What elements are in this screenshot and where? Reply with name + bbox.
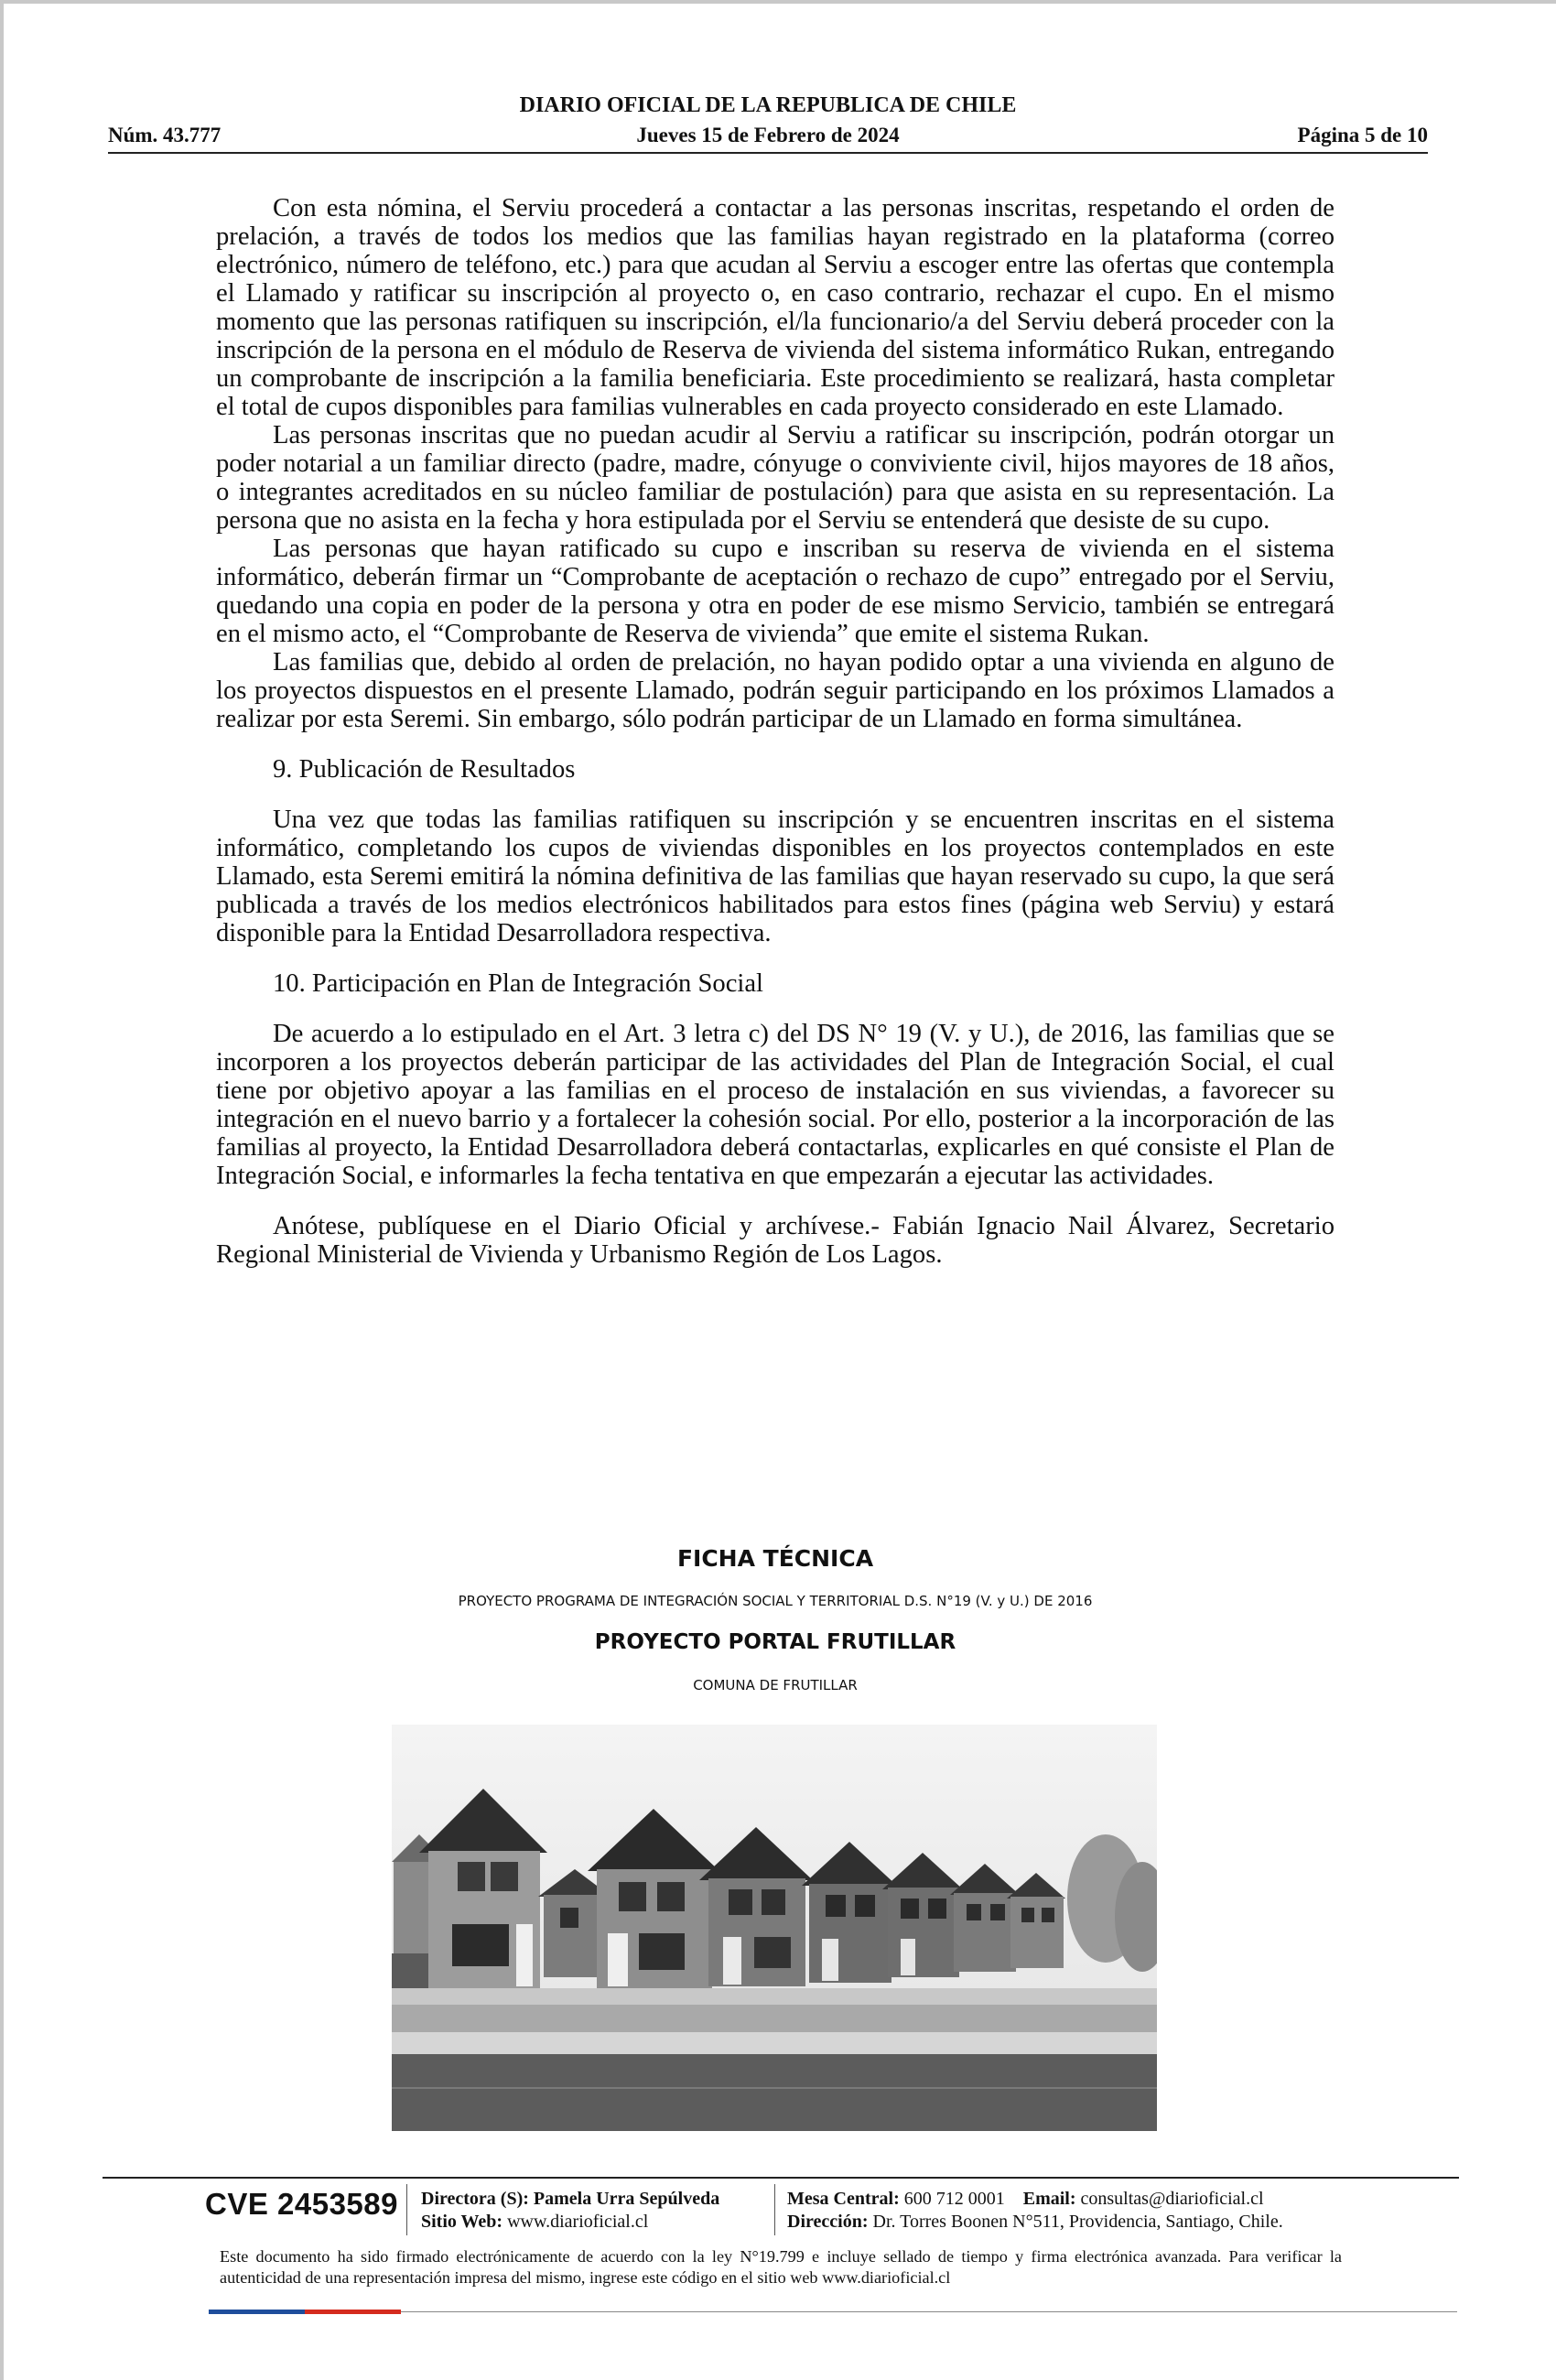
ficha-title: FICHA TÉCNICA	[676, 1545, 874, 1572]
web-label: Sitio Web:	[421, 2212, 503, 2232]
email-label: Email:	[1022, 2189, 1076, 2209]
paragraph: Una vez que todas las familias ratifiquen su inscripción y se encuentren inscritas en el sistema informático, completando los cupos de viviendas disponibles en los proyectos contemplados en este Llamado, esta Seremi emitirá la nómina definitiva de las familias que hayan reservado su cupo, la que será publicada a través de los medios electrónicos habilitados para estos fines (página web Serviu) y estará disponible para la Entidad Desarrolladora respectiva.	[216, 806, 1334, 947]
issue-date: Jueves 15 de Febrero de 2024	[636, 124, 900, 146]
comuna-name: COMUNA DE FRUTILLAR	[693, 1677, 858, 1693]
signature-paragraph: Anótese, publíquese en el Diario Oficial y archívese.- Fabián Ignacio Nail Álvarez, Secretario Regional Ministerial de Vivienda y Urbanismo Región de Los Lagos.	[216, 1212, 1334, 1269]
paragraph: De acuerdo a lo estipulado en el Art. 3 letra c) del DS N° 19 (V. y U.), de 2016, las familias que se incorporen a los proyectos deberán participar de las actividades del Plan de Integración Social, el cual tiene por objetivo apoyar a las familias en el proceso de instalación en sus viviendas, a favorecer su integración en el nuevo barrio y a fortalecer la cohesión social. Por ello, posterior a la incorporación de las familias al proyecto, la Entidad Desarrolladora deberá contactarlas, explicarles en qué consiste el Plan de Integración Social, e informarles la fecha tentativa en que empezarán a ejecutar las actividades.	[216, 1020, 1334, 1190]
web-link[interactable]: www.diarioficial.cl	[507, 2212, 649, 2232]
footer-director-block	[421, 2188, 719, 2234]
project-name: PROYECTO PORTAL FRUTILLAR	[594, 1630, 956, 1654]
paragraph: Las familias que, debido al orden de prelación, no hayan podido optar a una vivienda en alguno de los proyectos dispuestos en el presente Llamado, podrán seguir participando en los próximos Llamados a realizar por esta Seremi. Sin embargo, sólo podrán participar de un Llamado en forma simultánea.	[216, 648, 1334, 733]
journal-title: DIARIO OFICIAL DE LA REPUBLICA DE CHILE	[519, 93, 1017, 117]
mesa-label: Mesa Central:	[787, 2189, 900, 2209]
director-name: Pamela Urra Sepúlveda	[533, 2189, 720, 2209]
email-link[interactable]: consultas@diarioficial.cl	[1080, 2189, 1264, 2209]
flag-red-segment	[305, 2310, 401, 2314]
cve-code: CVE 2453589	[205, 2187, 398, 2221]
footer-divider	[103, 2177, 1459, 2179]
paragraph: Las personas inscritas que no puedan acudir al Serviu a ratificar su inscripción, podrán otorgar un poder notarial a un familiar directo (padre, madre, cónyuge o conviviente civil, hijos mayores de 18 años, o integrantes acreditados en su núcleo familiar de postulación) para que asista en su representación. La persona que no asista en la fecha y hora estipulada por el Serviu se entenderá que desiste de su cupo.	[216, 421, 1334, 535]
address-value: Dr. Torres Boonen N°511, Providencia, Santiago, Chile.	[872, 2212, 1283, 2232]
page-number: Página 5 de 10	[1297, 124, 1428, 146]
flag-blue-segment	[209, 2310, 305, 2314]
project-photo	[392, 1725, 1157, 2131]
issue-number: Núm. 43.777	[108, 124, 222, 146]
document-body	[216, 194, 1334, 1269]
paragraph: Con esta nómina, el Serviu procederá a contactar a las personas inscritas, respetando el orden de prelación, a través de todos los medios que las familias hayan registrado en la plataforma (correo electrónico, número de teléfono, etc.) para que acudan al Serviu a escoger entre las ofertas que contempla el Llamado y ratificar su inscripción al proyecto o, en caso contrario, rechazar el cupo. En el mismo momento que las personas ratifiquen su inscripción, el/la funcionario/a del Serviu deberá proceder con la inscripción de la persona en el módulo de Reserva de vivienda del sistema informático Rukan, entregando un comprobante de inscripción a la familia beneficiaria. Este procedimiento se realizará, hasta completar el total de cupos disponibles para familias vulnerables en cada proyecto considerado en este Llamado.	[216, 194, 1334, 421]
ficha-subtitle: PROYECTO PROGRAMA DE INTEGRACIÓN SOCIAL Y TERRITORIAL D.S. N°19 (V. y U.) DE 2016	[458, 1593, 1093, 1609]
director-label: Directora (S):	[421, 2189, 529, 2209]
mesa-phone: 600 712 0001	[903, 2189, 1005, 2209]
footer-contact-block	[787, 2188, 1283, 2234]
legal-notice: Este documento ha sido firmado electrónicamente de acuerdo con la ley N°19.799 e incluye sellado de tiempo y firma electrónica avanzada. Para verificar la autenticidad de una representación impresa del mismo, ingrese este código en el sitio web www.diarioficial.cl	[220, 2247, 1342, 2287]
section-heading-9: 9. Publicación de Resultados	[273, 755, 576, 784]
footer-separator	[774, 2184, 775, 2235]
flag-stripe	[209, 2310, 401, 2314]
page-frame-top	[0, 0, 1556, 4]
address-label: Dirección:	[787, 2212, 869, 2232]
page-header	[108, 93, 1428, 154]
section-heading-10: 10. Participación en Plan de Integración Social	[273, 969, 763, 998]
page-frame-left	[0, 0, 4, 2380]
paragraph: Las personas que hayan ratificado su cupo e inscriban su reserva de vivienda en el sistema informático, deberán firmar un “Comprobante de aceptación o rechazo de cupo” entregado por el Serviu, quedando una copia en poder de la persona y otra en poder de ese mismo Servicio, también se entregará en el mismo acto, el “Comprobante de Reserva de vivienda” que emite el sistema Rukan.	[216, 535, 1334, 648]
footer-separator	[406, 2184, 407, 2235]
